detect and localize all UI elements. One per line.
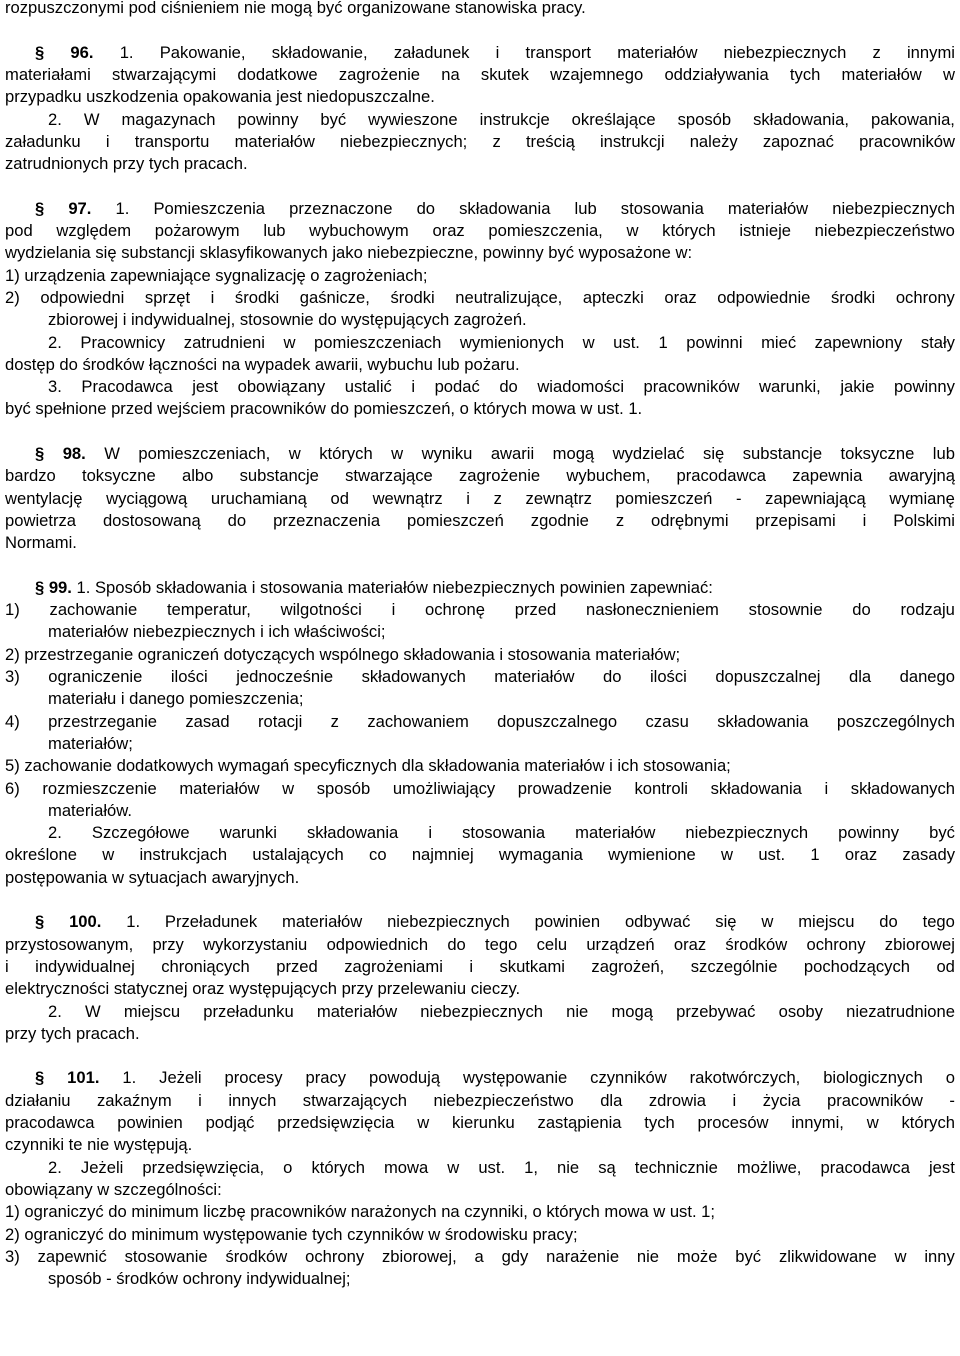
text-line: obowiązany w szczególności:: [5, 1179, 222, 1199]
text-line: 2) ograniczyć do minimum występowanie tych czynników w środowisku pracy;: [5, 1224, 578, 1244]
text-line: 3. Pracodawca jest obowiązany ustalić i podać do wiadomości pracowników warunki, jakie powinny: [48, 377, 955, 397]
text-line: powietrza dostosowaną do przeznaczenia pomieszczeń zgodnie z odrębnymi przepisami i Polskimi: [5, 510, 955, 530]
text-line: działaniu zakaźnym i innych stwarzających niebezpieczeństwo dla zdrowia i życia pracowników -: [5, 1090, 955, 1110]
text-line: 2. W magazynach powinny być wywieszone instrukcje określające sposób składowania, pakowania,: [48, 109, 955, 129]
text-line: postępowania w sytuacjach awaryjnych.: [5, 867, 300, 887]
text-line: 2) odpowiedni sprzęt i środki gaśnicze, środki neutralizujące, apteczki oraz odpowiednie środki ochrony: [5, 287, 955, 307]
text-line: być spełnione przed wejściem pracowników do pomieszczeń, o których mowa w ust. 1.: [5, 399, 643, 419]
text-line: § 101. 1. Jeżeli procesy pracy powodują występowanie czynników rakotwórczych, biologicznych o: [35, 1068, 955, 1088]
text-line: materiałów niebezpiecznych i ich właściwości;: [48, 622, 386, 642]
text-line: zatrudnionych przy tych pracach.: [5, 154, 248, 174]
text-line: bardzo toksyczne albo substancje stwarzające zagrożenie wybuchem, pracodawca zapewnia awaryjną: [5, 466, 955, 486]
text-line: 2. Szczegółowe warunki składowania i stosowania materiałów niebezpiecznych powinny być: [48, 823, 955, 843]
text-line: wentylację wyciągową uruchamianą od wewnątrz i z zewnątrz pomieszczeń - zapewniającą wymianę: [5, 488, 955, 508]
text-line: § 98. W pomieszczeniach, w których w wyniku awarii mogą wydzielać się substancje toksyczne lub: [35, 444, 955, 463]
text-line: wydzielania się substancji sklasyfikowanych jako niebezpieczne, powinny być wyposażone w:: [5, 243, 693, 263]
text-line: § 97. 1. Pomieszczenia przeznaczone do składowania lub stosowania materiałów niebezpiecznych: [35, 198, 955, 218]
text-line: materiałów;: [48, 733, 133, 753]
text-line: 6) rozmieszczenie materiałów w sposób umożliwiający prowadzenie kontroli składowania i składowanych: [5, 778, 955, 798]
text-line: 1) zachowanie temperatur, wilgotności i ochronę przed nasłonecznieniem stosownie do rodzaju: [5, 600, 955, 620]
text-line: dostęp do środków łączności na wypadek awarii, wybuchu lub pożaru.: [5, 354, 520, 374]
text-line: 3) ograniczenie ilości jednocześnie składowanych materiałów do ilości dopuszczalnej dla danego: [5, 667, 955, 686]
text-line: załadunku i transportu materiałów niebezpiecznych; z treścią instrukcji należy zapoznać pracowników: [5, 131, 955, 151]
text-line: 2. Pracownicy zatrudnieni w pomieszczeniach wymienionych w ust. 1 powinni mieć zapewniony stały: [48, 332, 955, 352]
text-line: 4) przestrzeganie zasad rotacji z zachowaniem dopuszczalnego czasu składowania poszczególnych: [5, 711, 955, 731]
text-line: 1) ograniczyć do minimum liczbę pracowników narażonych na czynniki, o których mowa w ust. 1;: [5, 1202, 716, 1222]
text-line: sposób - środków ochrony indywidualnej;: [48, 1269, 351, 1289]
text-line: przystosowanym, przy wykorzystaniu odpowiednich do tego celu urządzeń oraz środków ochrony zbiorowej: [5, 934, 955, 954]
text-line: § 96. 1. Pakowanie, składowanie, załadunek i transport materiałów niebezpiecznych z innymi: [35, 42, 955, 62]
text-line: rozpuszczonymi pod ciśnieniem nie mogą być organizowane stanowiska pracy.: [5, 0, 586, 17]
text-line: pod względem pożarowym lub wybuchowym oraz pomieszczenia, w których istnieje niebezpieczeństwo: [5, 221, 955, 240]
text-line: § 99. 1. Sposób składowania i stosowania materiałów niebezpiecznych powinien zapewniać:: [35, 577, 713, 597]
text-line: 2) przestrzeganie ograniczeń dotyczących wspólnego składowania i stosowania materiałów;: [5, 644, 681, 664]
text-line: pracodawca powinien podjąć przedsięwzięcia w kierunku zastąpienia tych procesów innymi, w których: [5, 1113, 955, 1132]
text-line: 5) zachowanie dodatkowych wymagań specyficznych dla składowania materiałów i ich stosowania;: [5, 756, 731, 776]
text-line: 3) zapewnić stosowanie środków ochrony zbiorowej, a gdy narażenie nie może być zlikwidowane w inny: [5, 1246, 955, 1266]
text-line: przy tych pracach.: [5, 1023, 140, 1043]
text-line: i indywidualnej chroniących przed zagrożeniami i skutkami zagrożeń, szczególnie pochodzących od: [5, 956, 955, 976]
text-line: 2. W miejscu przeładunku materiałów niebezpiecznych nie mogą przebywać osoby niezatrudnione: [48, 1001, 955, 1021]
text-line: przypadku uszkodzenia opakowania jest niedopuszczalne.: [5, 87, 435, 107]
text-line: Normami.: [5, 533, 77, 553]
text-line: określone w instrukcjach ustalających co najmniej wymagania wymienione w ust. 1 oraz zasady: [5, 845, 955, 865]
text-line: czynniki te nie występują.: [5, 1135, 193, 1155]
text-line: 2. Jeżeli przedsięwzięcia, o których mowa w ust. 1, nie są technicznie możliwe, pracodawca jest: [48, 1157, 955, 1177]
text-line: materiału i danego pomieszczenia;: [48, 689, 304, 709]
text-line: zbiorowej i indywidualnej, stosownie do występujących zagrożeń.: [48, 310, 527, 330]
text-line: § 100. 1. Przeładunek materiałów niebezpiecznych powinien odbywać się w miejscu do tego: [35, 912, 955, 932]
text-line: 1) urządzenia zapewniające sygnalizację o zagrożeniach;: [5, 265, 428, 285]
text-line: elektryczności statycznej oraz występujących przy przelewaniu cieczy.: [5, 979, 521, 999]
text-line: materiałami stwarzającymi dodatkowe zagrożenie na skutek wzajemnego oddziaływania tych materiałów w: [5, 64, 955, 84]
text-line: materiałów.: [48, 800, 132, 820]
